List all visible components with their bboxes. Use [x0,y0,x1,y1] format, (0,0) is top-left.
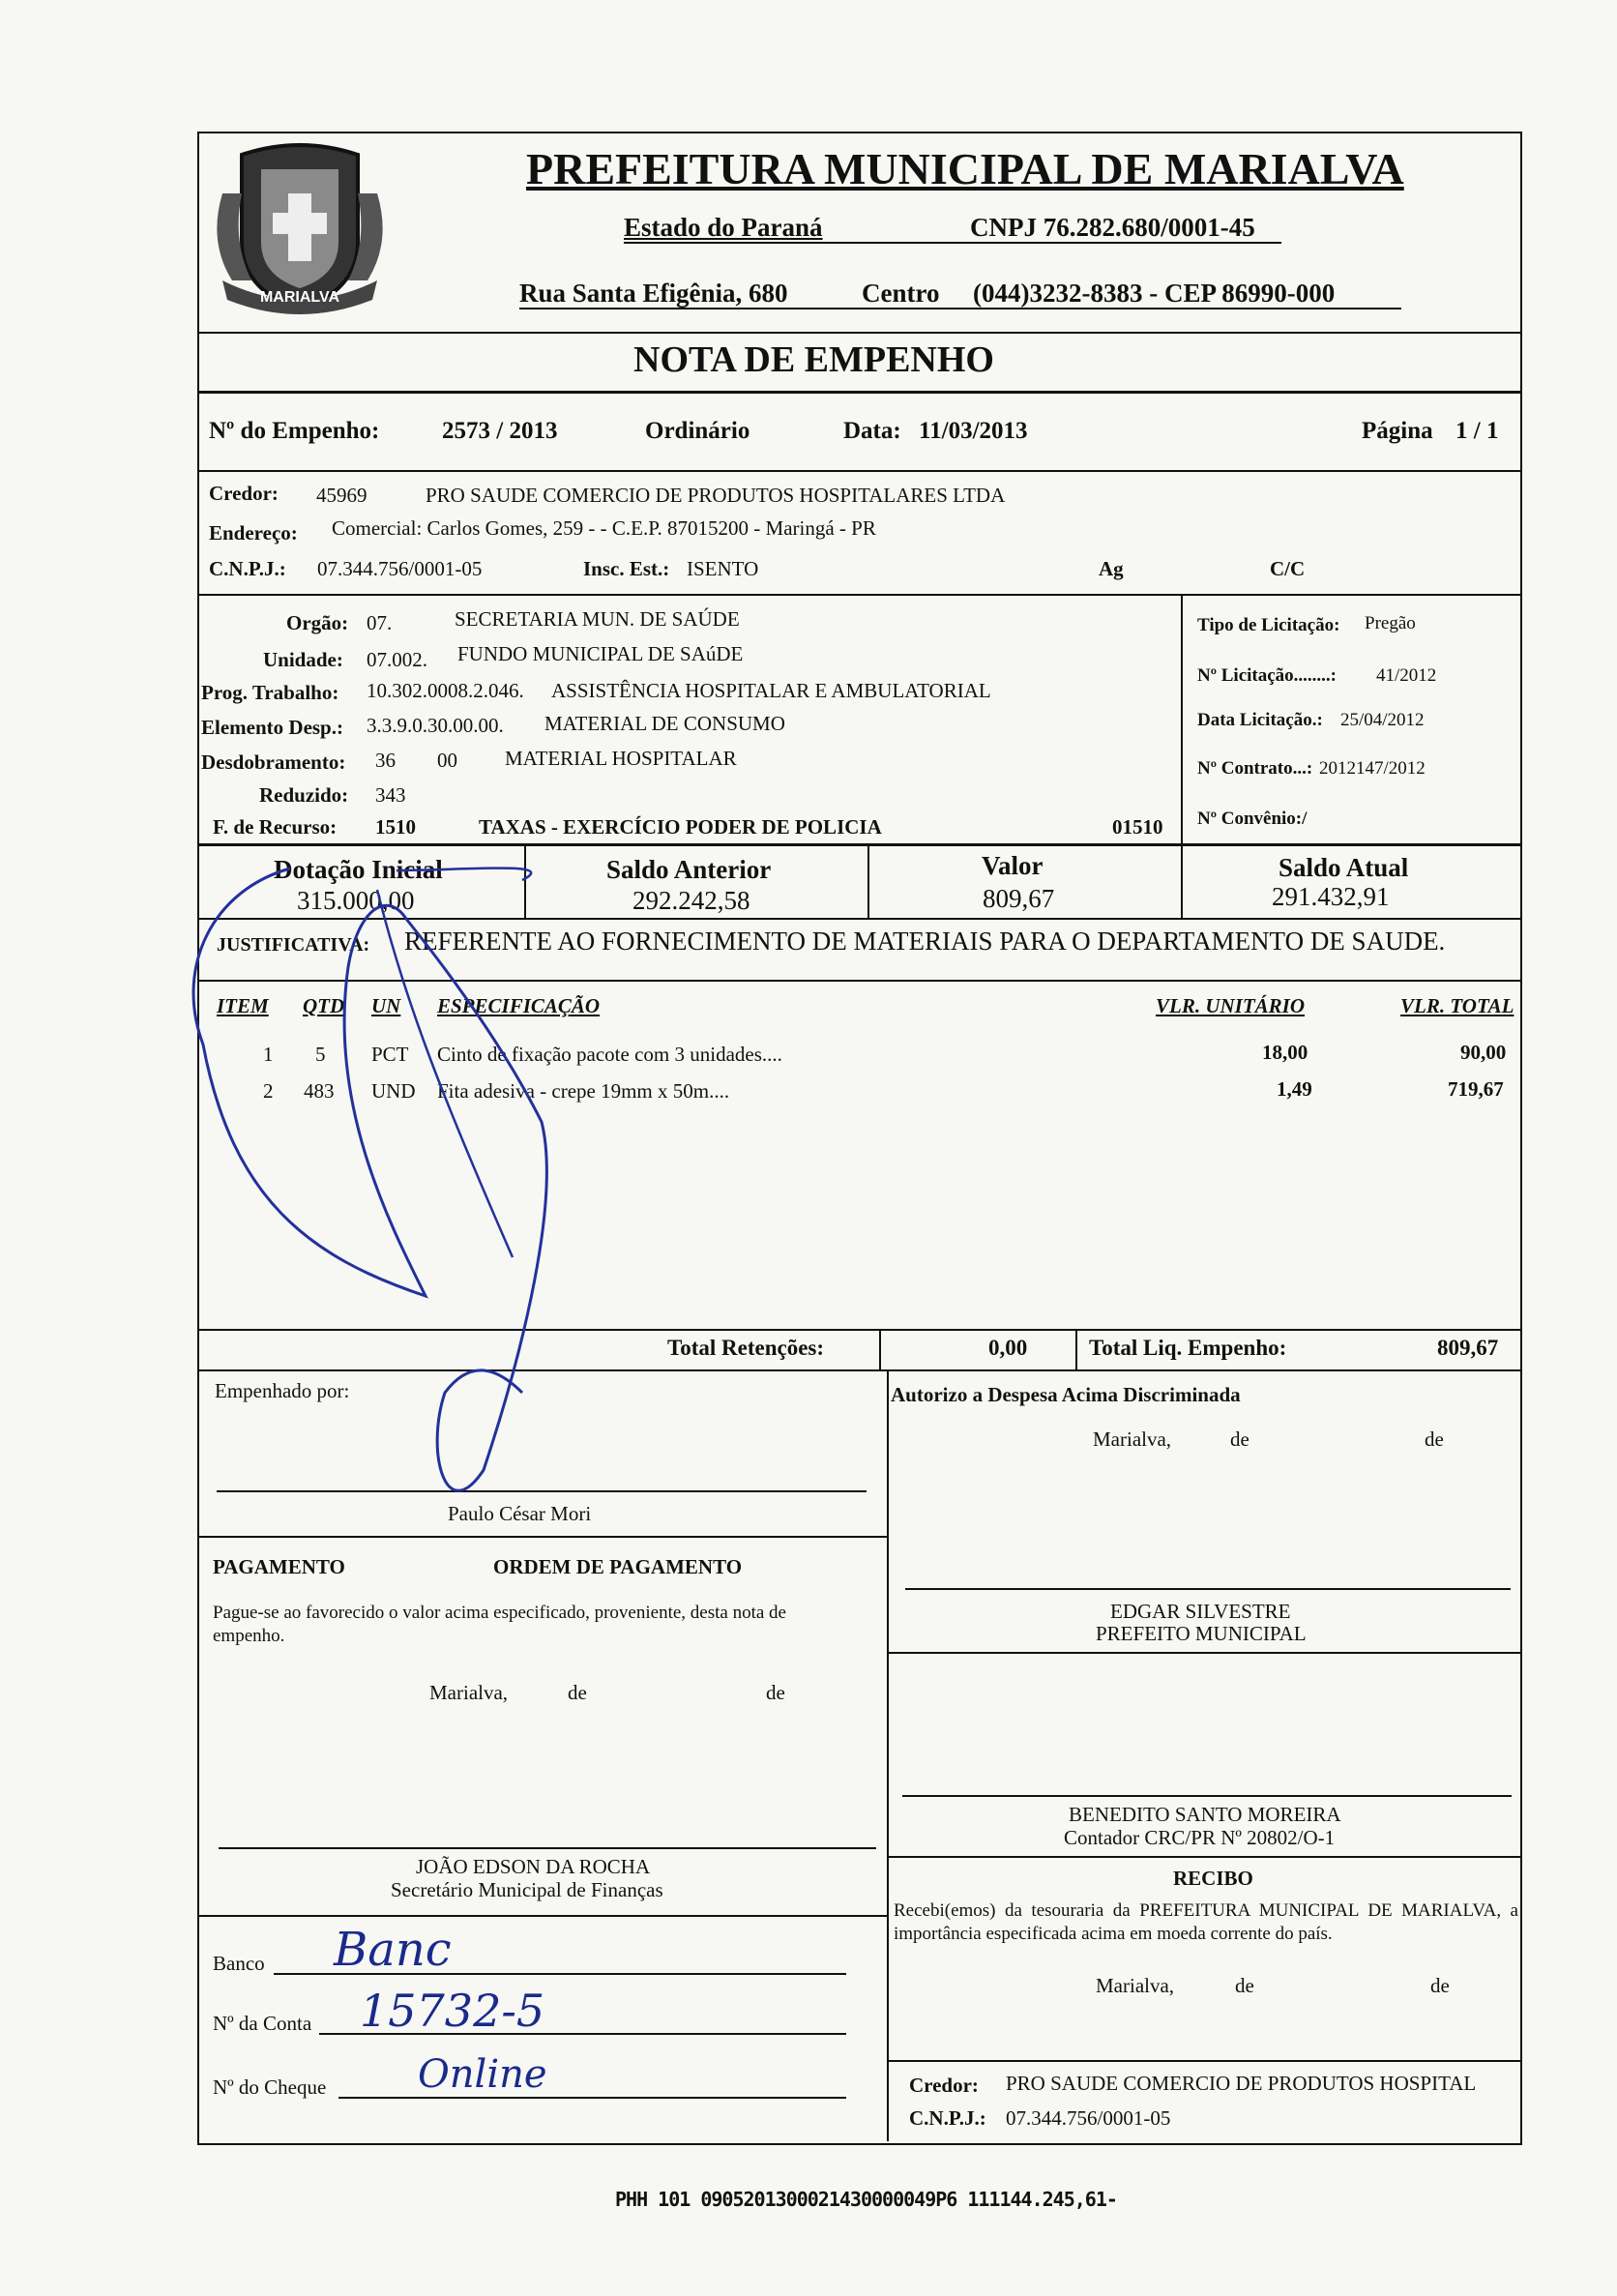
header-cnpj: CNPJ 76.282.680/0001-45 [970,213,1255,242]
banco-label: Banco [213,1952,265,1975]
cheque-handwriting: Online [418,2052,547,2097]
justificativa-text: REFERENTE AO FORNECIMENTO DE MATERIAIS PARA O DEPARTAMENTO DE SAUDE. [404,927,1446,956]
prog-name: ASSISTÊNCIA HOSPITALAR E AMBULATORIAL [551,679,991,702]
justificativa-label: JUSTIFICATIVA: [217,934,370,956]
dotacao-value: 315.000,00 [297,886,415,915]
saldo-anterior-value: 292.242,58 [632,886,750,915]
contador-name: BENEDITO SANTO MOREIRA [1069,1803,1341,1826]
page-number: 1 / 1 [1455,418,1499,444]
pagamento-text: Pague-se ao favorecido o valor acima especificado, proveniente, desta nota de empenho. [213,1603,786,1646]
cheque-label: Nº do Cheque [213,2075,327,2099]
col-unit-header: VLR. UNITÁRIO [1156,994,1306,1017]
row2-item: 2 [263,1079,274,1103]
total-liq-label: Total Liq. Empenho: [1089,1336,1287,1360]
autorizo-label: Autorizo a Despesa Acima Discriminada [891,1383,1241,1406]
row1-spec: Cinto de fixação pacote com 3 unidades.... [437,1043,782,1066]
elemento-code: 3.3.9.0.30.00.00. [367,714,504,737]
ordem-pagamento-label: ORDEM DE PAGAMENTO [493,1555,743,1578]
conta-handwriting: 15732-5 [360,1985,545,2037]
licitacao-tipo: Pregão [1365,613,1416,633]
header-state: Estado do Paraná [624,213,823,242]
dotacao-label: Dotação Inicial [274,855,443,884]
header-district: Centro [862,279,940,308]
convenio-label: Nº Convênio:/ [1197,809,1308,829]
recibo-place: Marialva, [1096,1974,1175,1997]
credor-name: PRO SAUDE COMERCIO DE PRODUTOS HOSPITALARES LTDA [426,484,1006,507]
recurso-name: TAXAS - EXERCÍCIO PODER DE POLICIA [479,815,882,839]
banco-handwriting: Banc [334,1923,452,1977]
licitacao-data: 25/04/2012 [1340,710,1425,730]
secretario-role: Secretário Municipal de Finanças [391,1878,663,1901]
empenhado-name: Paulo César Mori [448,1502,592,1525]
total-liq-value: 809,67 [1437,1336,1499,1360]
credor-ie: ISENTO [687,557,759,580]
elemento-name: MATERIAL DE CONSUMO [544,712,785,735]
elemento-label: Elemento Desp.: [201,716,343,739]
row1-un: PCT [371,1043,409,1066]
prog-label: Prog. Trabalho: [201,681,339,704]
empenhado-label: Empenhado por: [215,1379,350,1402]
reduzido-value: 343 [375,783,406,807]
prefeito-role: PREFEITO MUNICIPAL [1096,1622,1307,1645]
credor-address: Comercial: Carlos Gomes, 259 - - C.E.P. 87015200 - Maringá - PR [332,516,876,540]
recibo-de2: de [1430,1974,1450,1997]
pagamento-de2: de [766,1681,785,1704]
contador-role: Contador CRC/PR Nº 20802/O-1 [1064,1826,1336,1849]
row1-qtd: 5 [315,1043,326,1066]
contrato-label: Nº Contrato...: [1197,758,1313,779]
licitacao-num-label: Nº Licitação........: [1197,665,1337,686]
licitacao-data-label: Data Licitação.: [1197,710,1323,730]
empenho-number: 2573 / 2013 [442,418,558,444]
desdobramento-name: MATERIAL HOSPITALAR [505,747,737,770]
valor-label: Valor [982,851,1044,880]
recurso-label: F. de Recurso: [213,815,338,839]
recibo-cnpj: 07.344.756/0001-05 [1006,2106,1171,2130]
header-phone-cep: (044)3232-8383 - CEP 86990-000 [973,279,1336,308]
unidade-code: 07.002. [367,648,427,671]
pagamento-de1: de [568,1681,587,1704]
empenho-date: 11/03/2013 [919,418,1028,444]
row2-total: 719,67 [1448,1077,1504,1101]
licitacao-num: 41/2012 [1376,665,1437,686]
orgao-label: Orgão: [286,611,349,634]
orgao-code: 07. [367,611,393,634]
recibo-label: RECIBO [1173,1867,1253,1890]
row2-unit: 1,49 [1277,1077,1312,1101]
footer-bank-code: PHH 101 0905201300021430000049P6 111144.245,61- [615,2188,1117,2211]
page-label: Página [1362,418,1433,444]
recibo-text: Recebi(emos) da tesouraria da PREFEITURA MUNICIPAL DE MARIALVA, a importância especificada acima em moeda corrente do país. [894,1900,1518,1944]
row1-item: 1 [263,1043,274,1066]
credor-ie-label: Insc. Est.: [583,557,670,580]
empenho-number-label: Nº do Empenho: [209,418,380,444]
crest-text: MARIALVA [259,289,340,306]
conta-label: Nº da Conta [213,2012,312,2035]
autorizo-de2: de [1425,1428,1444,1451]
col-total-header: VLR. TOTAL [1400,994,1514,1017]
header-address: Rua Santa Efigênia, 680 [519,279,788,308]
saldo-atual-value: 291.432,91 [1272,882,1390,911]
row1-unit: 18,00 [1262,1041,1308,1064]
pagamento-label: PAGAMENTO [213,1555,345,1578]
autorizo-place: Marialva, [1093,1428,1172,1451]
empenho-date-label: Data: [843,418,901,444]
row2-qtd: 483 [304,1079,335,1103]
row2-un: UND [371,1079,416,1103]
col-item-header: ITEM [217,994,269,1017]
recurso-code2: 01510 [1112,815,1163,839]
unidade-label: Unidade: [263,648,343,671]
recibo-cnpj-label: C.N.P.J.: [909,2106,986,2130]
col-qtd-header: QTD [303,994,345,1017]
recurso-code: 1510 [375,815,416,839]
desdobramento-label: Desdobramento: [201,751,346,774]
orgao-name: SECRETARIA MUN. DE SAÚDE [455,607,740,631]
contrato-value: 2012147/2012 [1319,758,1426,779]
credor-address-label: Endereço: [209,521,298,545]
credor-label: Credor: [209,482,279,505]
secretario-name: JOÃO EDSON DA ROCHA [416,1855,651,1878]
recibo-de1: de [1235,1974,1254,1997]
total-retencoes-label: Total Retenções: [667,1336,825,1360]
reduzido-label: Reduzido: [259,783,349,807]
licitacao-tipo-label: Tipo de Licitação: [1197,615,1340,635]
saldo-atual-label: Saldo Atual [1279,853,1409,882]
total-retencoes-value: 0,00 [988,1336,1028,1360]
credor-cc-label: C/C [1270,557,1306,580]
autorizo-de1: de [1230,1428,1250,1451]
row2-spec: Fita adesiva - crepe 19mm x 50m.... [437,1079,730,1103]
recibo-credor-label: Credor: [909,2074,979,2097]
recibo-credor: PRO SAUDE COMERCIO DE PRODUTOS HOSPITAL [1006,2072,1477,2095]
row1-total: 90,00 [1460,1041,1507,1064]
valor-value: 809,67 [983,884,1055,913]
prefeito-name: EDGAR SILVESTRE [1110,1600,1291,1623]
document-title: NOTA DE EMPENHO [633,339,994,380]
prog-code: 10.302.0008.2.046. [367,679,524,702]
credor-cnpj: 07.344.756/0001-05 [317,557,483,580]
unidade-name: FUNDO MUNICIPAL DE SAúDE [457,642,744,665]
desdobramento-sub: 00 [437,749,457,772]
credor-cnpj-label: C.N.P.J.: [209,557,286,580]
col-un-header: UN [371,994,401,1017]
saldo-anterior-label: Saldo Anterior [606,855,772,884]
desdobramento-code: 36 [375,749,396,772]
header-title: PREFEITURA MUNICIPAL DE MARIALVA [526,144,1404,193]
pagamento-place: Marialva, [429,1681,509,1704]
credor-ag-label: Ag [1099,557,1124,580]
municipal-crest-logo [203,135,397,324]
credor-code: 45969 [316,484,368,507]
empenho-type: Ordinário [645,418,750,444]
col-spec-header: ESPECIFICAÇÃO [437,994,601,1017]
